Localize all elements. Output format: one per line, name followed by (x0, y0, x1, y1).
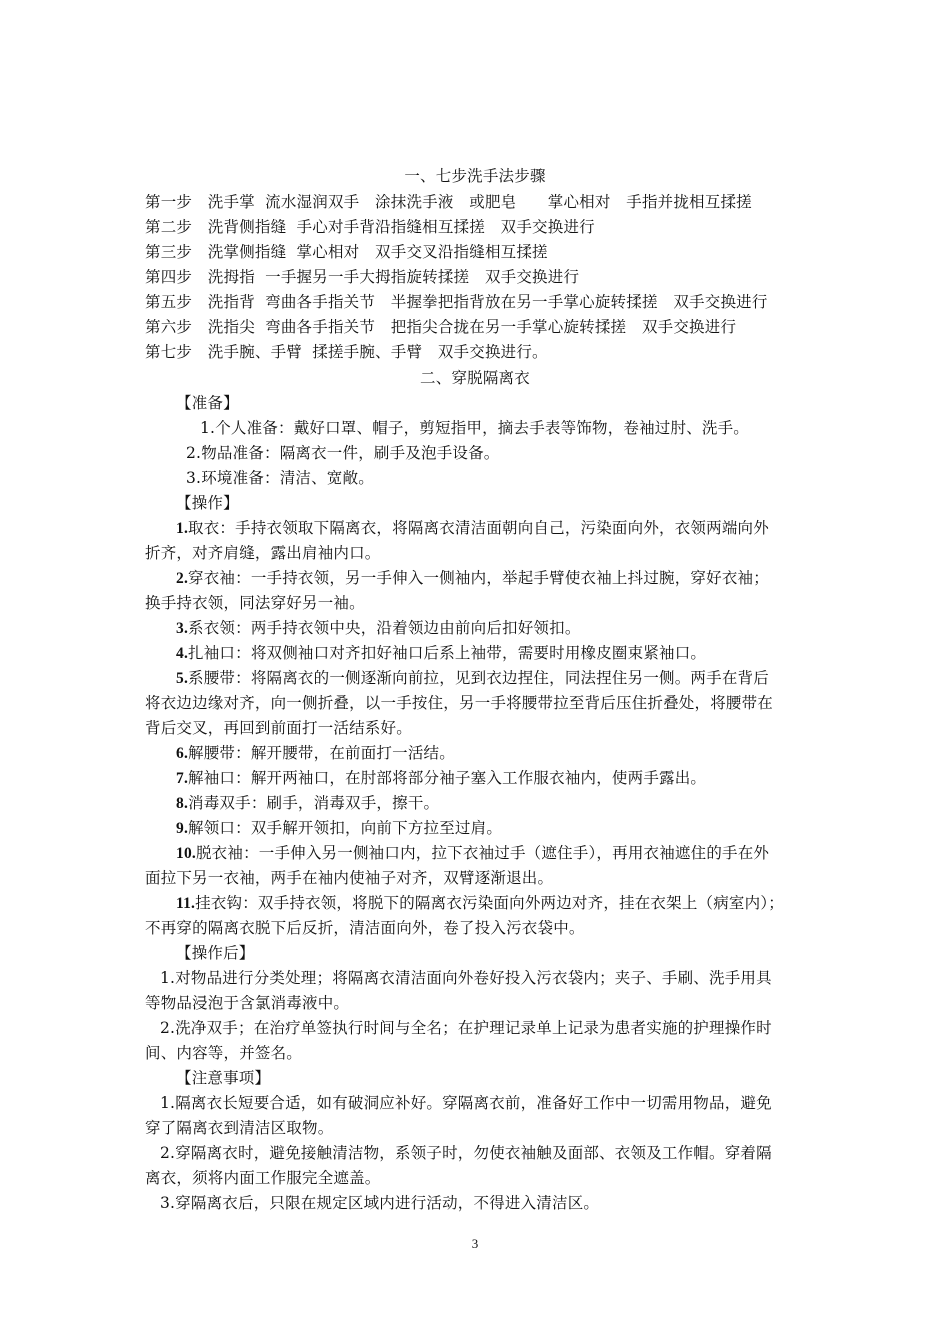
op-item-number: 6. (176, 745, 189, 762)
note-item-1: 1.隔离衣长短要合适，如有破洞应补好。穿隔离衣前，准备好工作中一切需用物品，避免 (160, 1094, 772, 1112)
step-line-3: 第三步 洗掌侧指缝 掌心相对 双手交叉沿指缝相互揉搓 (145, 243, 548, 261)
op-item-4 (176, 643, 706, 664)
op-item-10 (176, 843, 769, 864)
op-item-number: 1. (176, 520, 189, 537)
op-item-text: 解袖口：解开两袖口，在肘部将部分袖子塞入工作服衣袖内，使两手露出。 (188, 769, 707, 787)
op-item-text: 系衣领：两手持衣领中央，沿着领边由前向后扣好领扣。 (188, 619, 581, 637)
op-item-5 (176, 668, 769, 689)
op-item-number: 10. (176, 845, 196, 862)
op-item-7 (176, 768, 706, 789)
op-item-text: 解领口：双手解开领扣，向前下方拉至过肩。 (188, 819, 503, 837)
op-item-number: 11. (176, 895, 196, 912)
note-item-3: 3.穿隔离衣后，只限在规定区域内进行活动，不得进入清洁区。 (160, 1194, 600, 1212)
step-line-4: 第四步 洗拇指 一手握另一手大拇指旋转揉搓 双手交换进行 (145, 268, 580, 286)
op-item-text: 取衣：手持衣领取下隔离衣，将隔离衣清洁面朝向自己，污染面向外，衣领两端向外 (188, 519, 769, 537)
after-heading: 【操作后】 (176, 944, 255, 962)
op-item-number: 8. (176, 795, 189, 812)
op-item-1 (176, 518, 769, 539)
op-item-8 (176, 793, 439, 814)
after-item-2: 2.洗净双手；在治疗单签执行时间与全名；在护理记录单上记录为患者实施的护理操作时 (160, 1019, 772, 1037)
op-item-text: 消毒双手：刷手，消毒双手，擦干。 (188, 794, 440, 812)
op-item-number: 9. (176, 820, 189, 837)
op-item-number: 3. (176, 620, 189, 637)
step-line-6: 第六步 洗指尖 弯曲各手指关节 把指尖合拢在另一手掌心旋转揉搓 双手交换进行 (145, 318, 737, 336)
op-item-number: 5. (176, 670, 189, 687)
prep-heading: 【准备】 (176, 394, 239, 412)
op-item-2 (176, 568, 769, 589)
prep-item-3: 3.环境准备：清洁、宽敞。 (186, 469, 374, 487)
op-item-continuation: 不再穿的隔离衣脱下后反折，清洁面向外，卷了投入污衣袋中。 (145, 919, 585, 937)
step-line-5: 第五步 洗指背 弯曲各手指关节 半握拳把指背放在另一手掌心旋转揉搓 双手交换进行 (145, 293, 768, 311)
op-item-continuation: 面拉下另一衣袖，两手在袖内使袖子对齐，双臂逐渐退出。 (145, 869, 554, 887)
op-item-continuation: 背后交叉，再回到前面打一活结系好。 (145, 719, 412, 737)
op-item-3 (176, 618, 581, 639)
op-item-text: 解腰带：解开腰带，在前面打一活结。 (188, 744, 455, 762)
notes-heading: 【注意事项】 (176, 1069, 271, 1087)
op-item-continuation: 将衣边边缘对齐，向一侧折叠，以一手按住，另一手将腰带拉至背后压住折叠处，将腰带在 (145, 694, 774, 712)
op-item-continuation: 折齐，对齐肩缝，露出肩袖内口。 (145, 544, 381, 562)
op-item-text: 系腰带：将隔离衣的一侧逐渐向前拉，见到衣边捏住，同法捏住另一侧。两手在背后 (188, 669, 769, 687)
op-item-text: 穿衣袖：一手持衣领，另一手伸入一侧袖内，举起手臂使衣袖上抖过腕，穿好衣袖； (188, 569, 769, 587)
step-line-1: 第一步 洗手掌 流水湿润双手 涂抹洗手液 或肥皂 掌心相对 手指并拢相互揉搓 (145, 193, 752, 211)
step-line-2: 第二步 洗背侧指缝 手心对手背沿指缝相互揉搓 双手交换进行 (145, 218, 595, 236)
prep-item-2: 2.物品准备：隔离衣一件，刷手及泡手设备。 (186, 444, 500, 462)
op-item-number: 2. (176, 570, 189, 587)
op-item-6 (176, 743, 455, 764)
after-item-1: 1.对物品进行分类处理；将隔离衣清洁面向外卷好投入污衣袋内；夹子、手刷、洗手用具 (160, 969, 772, 987)
prep-item-1: 1.个人准备：戴好口罩、帽子，剪短指甲，摘去手表等饰物，卷袖过肘、洗手。 (200, 419, 749, 437)
gown-title: 二、穿脱隔离衣 (420, 369, 530, 387)
op-item-text: 扎袖口：将双侧袖口对齐扣好袖口后系上袖带，需要时用橡皮圈束紧袖口。 (188, 644, 707, 662)
op-item-11 (176, 893, 784, 914)
note-item-continuation: 穿了隔离衣到清洁区取物。 (145, 1119, 334, 1137)
page-number: 3 (471, 1236, 479, 1251)
op-item-number: 4. (176, 645, 189, 662)
handwash-title: 一、七步洗手法步骤 (404, 167, 546, 185)
op-item-text: 挂衣钩：双手持衣领，将脱下的隔离衣污染面向外两边对齐，挂在衣架上（病室内）； (195, 894, 784, 912)
note-item-continuation: 离衣，须将内面工作服完全遮盖。 (145, 1169, 381, 1187)
step-line-7: 第七步 洗手腕、手臂 揉搓手腕、手臂 双手交换进行。 (145, 343, 548, 361)
op-heading: 【操作】 (176, 494, 239, 512)
after-item-continuation: 间、内容等，并签名。 (145, 1044, 303, 1062)
note-item-2: 2.穿隔离衣时，避免接触清洁物，系领子时，勿使衣袖触及面部、衣领及工作帽。穿着隔 (160, 1144, 772, 1162)
op-item-number: 7. (176, 770, 189, 787)
op-item-9 (176, 818, 502, 839)
op-item-continuation: 换手持衣领，同法穿好另一袖。 (145, 594, 365, 612)
op-item-text: 脱衣袖：一手伸入另一侧袖口内，拉下衣袖过手（遮住手），再用衣袖遮住的手在外 (195, 844, 770, 862)
after-item-continuation: 等物品浸泡于含氯消毒液中。 (145, 994, 350, 1012)
